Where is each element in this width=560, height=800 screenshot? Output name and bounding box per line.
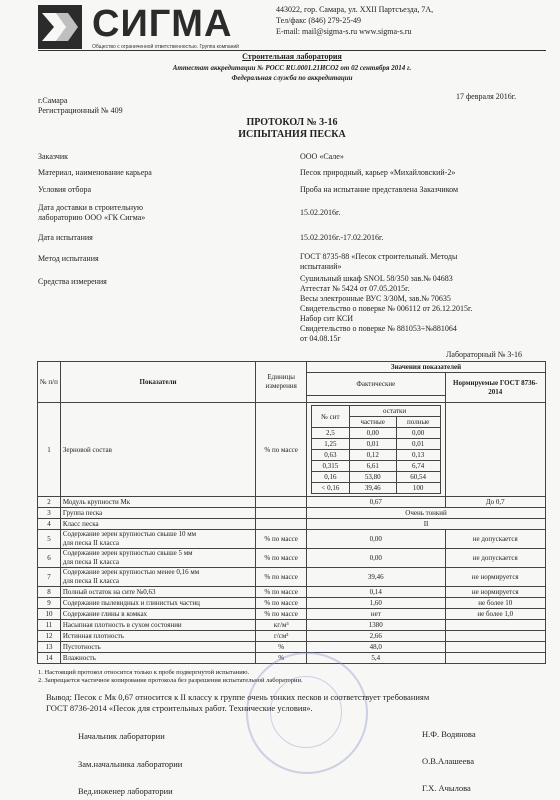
instrument-line: Свидетельство о поверке № 881053÷№881064 bbox=[300, 324, 457, 333]
row-unit: г/см³ bbox=[256, 631, 307, 642]
row-actual: 0,14 bbox=[307, 587, 445, 598]
field-method-value: ГОСТ 8735-88 «Песок строительный. Методы bbox=[300, 252, 458, 261]
row-unit: % по массе bbox=[256, 403, 307, 497]
row-unit: кг/м³ bbox=[256, 620, 307, 631]
protocol-title: ПРОТОКОЛ № 3-16 bbox=[246, 117, 338, 128]
protocol-date: 17 февраля 2016г. bbox=[456, 92, 517, 101]
instrument-line: Свидетельство о поверке № 006112 от 26.12.2015г. bbox=[300, 304, 473, 313]
row-name bbox=[60, 549, 255, 568]
row-name: Модуль крупности Мк bbox=[60, 497, 255, 508]
table-row bbox=[38, 609, 546, 620]
field-material-label: Материал, наименование карьера bbox=[38, 168, 152, 177]
full-value: 0,01 bbox=[396, 439, 440, 450]
signature-role: Зам.начальника лаборатории bbox=[78, 759, 183, 769]
conclusion-line: ГОСТ 8736-2014 «Песок для строительных работ. Технические условия». bbox=[46, 703, 313, 713]
row-name bbox=[60, 530, 255, 549]
field-method-label: Метод испытания bbox=[38, 254, 99, 263]
instrument-line: от 04.08.15г bbox=[300, 334, 341, 343]
partial-header: частные bbox=[349, 417, 396, 428]
row-unit: % по массе bbox=[256, 568, 307, 587]
row-unit bbox=[256, 508, 307, 519]
row-num: 13 bbox=[38, 642, 61, 653]
instrument-line: Сушильный шкаф SNOL 58/350 зав.№ 04683 bbox=[300, 274, 453, 283]
table-row bbox=[38, 598, 546, 609]
header-num: № п/п bbox=[38, 362, 61, 403]
row-actual: 5,4 bbox=[307, 653, 445, 664]
signature-name: Н.Ф. Водянова bbox=[422, 729, 476, 739]
instrument-line: Набор сит КСИ bbox=[300, 314, 353, 323]
grain-row bbox=[312, 439, 440, 450]
table-row bbox=[38, 549, 546, 568]
row-actual: нет bbox=[307, 609, 445, 620]
grain-row bbox=[312, 428, 440, 439]
table-row bbox=[38, 508, 546, 519]
lab-attestat: Аттестат аккредитации № РОСС RU.0001.21ИСО2 от 02 сентября 2014 г. bbox=[172, 64, 412, 72]
table-row bbox=[38, 530, 546, 549]
header-spacer bbox=[307, 396, 445, 403]
sieve-value: 2,5 bbox=[312, 428, 350, 439]
row-name-line: Содержание зерен крупностью свыше 10 мм bbox=[62, 530, 197, 538]
full-value: 6,74 bbox=[396, 461, 440, 472]
row-name: Класс песка bbox=[60, 519, 255, 530]
row-actual: 48,0 bbox=[307, 642, 445, 653]
field-customer-value: ООО «Сале» bbox=[300, 152, 344, 161]
row-name: Пустотность bbox=[60, 642, 255, 653]
grain-row bbox=[312, 472, 440, 483]
row-num: 10 bbox=[38, 609, 61, 620]
sieve-value: 0,63 bbox=[312, 450, 350, 461]
table-header-row bbox=[38, 362, 546, 373]
instrument-line: Весы электронные ВУС 3/30М, зав.№ 70635 bbox=[300, 294, 451, 303]
row-num: 7 bbox=[38, 568, 61, 587]
row-num: 2 bbox=[38, 497, 61, 508]
sieve-header: № сит bbox=[312, 406, 350, 428]
field-delivery-label: Дата доставки в строительную bbox=[38, 203, 144, 212]
sieve-value: 0,315 bbox=[312, 461, 350, 472]
company-phone: Тел/факс (846) 279-25-49 bbox=[276, 16, 361, 25]
row-name: Содержание глины в комках bbox=[60, 609, 255, 620]
row-norm: не более 10 bbox=[445, 598, 545, 609]
conclusion-line: Вывод: Песок с Мк 0,67 относится к II классу к группе очень тонких песков и соответствует требованиям bbox=[46, 692, 430, 702]
row-unit: % по массе bbox=[256, 530, 307, 549]
row-name-line: для песка II класса bbox=[62, 539, 120, 547]
row-merged-value: Очень тонкий bbox=[307, 508, 546, 519]
signature-name: О.В.Алашеева bbox=[422, 756, 474, 766]
row-unit: % bbox=[256, 653, 307, 664]
lab-name: Строительная лаборатория bbox=[242, 52, 342, 61]
row-name-line: Содержание зерен крупностью свыше 5 мм bbox=[62, 549, 193, 557]
header-divider bbox=[38, 50, 546, 51]
row-name: Полный остаток на сите №0,63 bbox=[60, 587, 255, 598]
field-material-value: Песок природный, карьер «Михайловский-2» bbox=[300, 168, 456, 177]
row-name: Содержание пылевидных и глинистых частиц bbox=[60, 598, 255, 609]
row-norm bbox=[445, 653, 545, 664]
residues-header: остатки bbox=[349, 406, 440, 417]
sieve-value: < 0,16 bbox=[312, 483, 350, 494]
row-actual: 1380 bbox=[307, 620, 445, 631]
note-line: 2. Запрещается частичное копирование протокола без разрешения испытательной лаборатории. bbox=[38, 677, 303, 684]
field-delivery-label-2: лабораторию ООО «ГК Сигма» bbox=[38, 213, 146, 222]
row-actual: 0,00 bbox=[307, 530, 445, 549]
row-num: 11 bbox=[38, 620, 61, 631]
row-name-line: для песка II класса bbox=[62, 558, 120, 566]
results-table bbox=[37, 361, 546, 664]
instrument-line: Аттестат № 5424 от 07.05.2015г. bbox=[300, 284, 410, 293]
chevron-logo-icon bbox=[38, 5, 82, 49]
row-actual: 0,67 bbox=[307, 497, 445, 508]
row-norm: До 0,7 bbox=[445, 497, 545, 508]
field-test-date-value: 15.02.2016г.-17.02.2016г. bbox=[300, 233, 384, 242]
table-row bbox=[38, 568, 546, 587]
company-logo-mark bbox=[38, 5, 82, 49]
partial-value: 53,80 bbox=[349, 472, 396, 483]
row-unit bbox=[256, 497, 307, 508]
company-logo-text: СИГМА bbox=[92, 3, 233, 45]
grain-subtable-cell bbox=[307, 403, 445, 497]
grain-subtable bbox=[311, 405, 440, 494]
lab-service: Федеральная служба по аккредитации bbox=[231, 74, 353, 82]
row-norm bbox=[445, 631, 545, 642]
row-unit: % bbox=[256, 642, 307, 653]
row-num: 12 bbox=[38, 631, 61, 642]
field-customer-label: Заказчик bbox=[38, 152, 69, 161]
company-logo-subtitle: Общество с ограниченной ответственностью. Группа компаний bbox=[92, 44, 239, 50]
row-name-line: Содержание зерен крупностью менее 0,16 мм bbox=[62, 568, 200, 576]
reg-number: Регистрационный № 409 bbox=[38, 106, 123, 115]
row-name: Группа песка bbox=[60, 508, 255, 519]
protocol-subtitle: ИСПЫТАНИЯ ПЕСКА bbox=[238, 129, 346, 140]
row-merged-value: II bbox=[307, 519, 546, 530]
field-delivery-value: 15.02.2016г. bbox=[300, 208, 341, 217]
full-value: 0,13 bbox=[396, 450, 440, 461]
partial-value: 0,00 bbox=[349, 428, 396, 439]
partial-value: 6,61 bbox=[349, 461, 396, 472]
table-row bbox=[38, 642, 546, 653]
row-name-line: для песка II класса bbox=[62, 577, 120, 585]
company-address: 443022, гор. Самара, ул. XXII Партсъезда, 7А, bbox=[276, 5, 434, 14]
table-caption: Лабораторный № 3-16 bbox=[446, 350, 523, 359]
header-indicators: Показатели bbox=[60, 362, 255, 403]
header-units: Единицы измерения bbox=[256, 362, 307, 403]
full-value: 60,54 bbox=[396, 472, 440, 483]
row-norm bbox=[445, 642, 545, 653]
table-row bbox=[38, 620, 546, 631]
row-norm: не более 1,0 bbox=[445, 609, 545, 620]
row-num: 3 bbox=[38, 508, 61, 519]
full-value: 100 bbox=[396, 483, 440, 494]
row-unit bbox=[256, 519, 307, 530]
row-norm: не допускается bbox=[445, 549, 545, 568]
table-row bbox=[38, 403, 546, 497]
row-name bbox=[60, 568, 255, 587]
field-conditions-label: Условия отбора bbox=[38, 185, 91, 194]
row-unit: % по массе bbox=[256, 549, 307, 568]
row-unit: % по массе bbox=[256, 598, 307, 609]
row-num: 8 bbox=[38, 587, 61, 598]
grain-row bbox=[312, 461, 440, 472]
grain-row bbox=[312, 483, 440, 494]
row-name: Зерновой состав bbox=[60, 403, 255, 497]
partial-value: 0,01 bbox=[349, 439, 396, 450]
full-header: полные bbox=[396, 417, 440, 428]
field-instruments-label: Средства измерения bbox=[38, 277, 107, 286]
row-norm bbox=[445, 403, 545, 497]
row-num: 6 bbox=[38, 549, 61, 568]
row-actual: 1,60 bbox=[307, 598, 445, 609]
table-row bbox=[38, 497, 546, 508]
sieve-value: 1,25 bbox=[312, 439, 350, 450]
signature-role: Начальник лаборатории bbox=[78, 731, 165, 741]
row-num: 9 bbox=[38, 598, 61, 609]
partial-value: 39,46 bbox=[349, 483, 396, 494]
row-name: Влажность bbox=[60, 653, 255, 664]
row-unit: % по массе bbox=[256, 587, 307, 598]
row-actual: 2,66 bbox=[307, 631, 445, 642]
signature-role: Вед.инженер лаборатории bbox=[78, 786, 173, 796]
header-norm: Нормируемые ГОСТ 8736-2014 bbox=[445, 373, 545, 403]
row-norm: не нормируется bbox=[445, 568, 545, 587]
sieve-value: 0,16 bbox=[312, 472, 350, 483]
field-method-value-2: испытаний» bbox=[300, 262, 342, 271]
partial-value: 0,12 bbox=[349, 450, 396, 461]
company-email: E-mail: mail@sigma-s.ru www.sigma-s.ru bbox=[276, 27, 412, 36]
note-line: 1. Настоящий протокол относится только к пробе подвергнутой испытанию. bbox=[38, 669, 250, 676]
row-num: 14 bbox=[38, 653, 61, 664]
grain-row bbox=[312, 450, 440, 461]
field-conditions-value: Проба на испытание представлена Заказчиком bbox=[300, 185, 459, 194]
signature-name: Г.Х. Ачылова bbox=[422, 783, 471, 793]
row-actual: 0,00 bbox=[307, 549, 445, 568]
row-name: Насыпная плотность в сухом состоянии bbox=[60, 620, 255, 631]
row-norm: не допускается bbox=[445, 530, 545, 549]
place: г.Самара bbox=[38, 96, 68, 105]
row-num: 4 bbox=[38, 519, 61, 530]
row-name: Истинная плотность bbox=[60, 631, 255, 642]
table-row bbox=[38, 587, 546, 598]
row-num: 1 bbox=[38, 403, 61, 497]
row-unit: % по массе bbox=[256, 609, 307, 620]
field-test-date-label: Дата испытания bbox=[38, 233, 93, 242]
row-actual: 39,46 bbox=[307, 568, 445, 587]
row-norm: не нормируется bbox=[445, 587, 545, 598]
header-values: Значения показателей bbox=[307, 362, 546, 373]
table-row bbox=[38, 519, 546, 530]
row-num: 5 bbox=[38, 530, 61, 549]
table-row bbox=[38, 631, 546, 642]
header-actual: Фактические bbox=[307, 373, 445, 396]
full-value: 0,00 bbox=[396, 428, 440, 439]
row-norm bbox=[445, 620, 545, 631]
